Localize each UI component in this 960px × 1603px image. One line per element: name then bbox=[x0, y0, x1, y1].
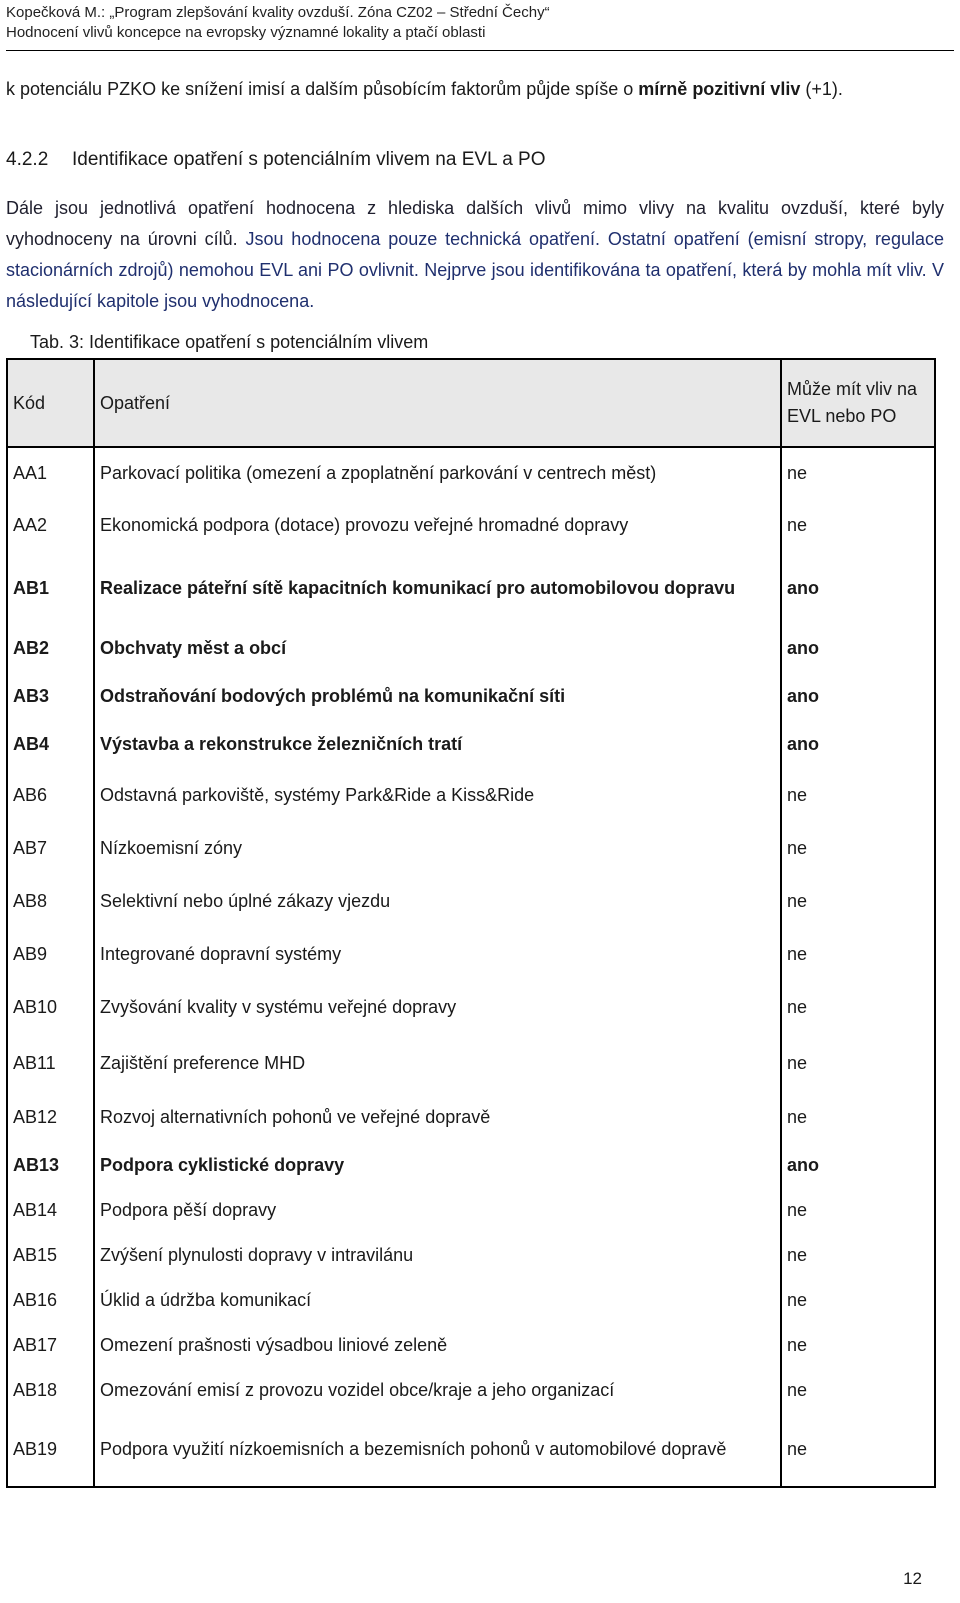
cell-impact: ano bbox=[787, 734, 820, 754]
cell-measure: Podpora cyklistické dopravy bbox=[94, 1143, 781, 1188]
cell-code: AB19 bbox=[13, 1439, 58, 1459]
cell-measure: Omezení prašnosti výsadbou liniové zeleně bbox=[94, 1323, 781, 1368]
cell-impact: ne bbox=[787, 838, 808, 858]
cell-code: AB12 bbox=[13, 1107, 58, 1127]
section-heading bbox=[6, 147, 546, 173]
cell-code: AA2 bbox=[13, 515, 48, 535]
table-row bbox=[7, 499, 935, 552]
cell-impact: ne bbox=[787, 1200, 808, 1220]
cell-impact: ano bbox=[787, 637, 820, 658]
cell-code: AB3 bbox=[13, 685, 50, 706]
table-row bbox=[7, 822, 935, 875]
cell-code: AB4 bbox=[13, 734, 50, 754]
cell-impact: ne bbox=[787, 1052, 808, 1073]
table-header-row bbox=[7, 359, 935, 447]
cell-code: AB7 bbox=[13, 838, 48, 858]
cell-impact: ne bbox=[787, 891, 808, 911]
cell-measure: Úklid a údržba komunikací bbox=[94, 1278, 781, 1323]
cell-code: AB2 bbox=[13, 637, 50, 658]
cell-impact: ne bbox=[787, 1107, 808, 1127]
cell-impact: ne bbox=[787, 1245, 808, 1265]
cell-measure: Zajištění preference MHD bbox=[94, 1034, 781, 1092]
section-number: 4.2.2 bbox=[6, 149, 49, 170]
header-divider bbox=[6, 50, 954, 51]
cell-code: AB9 bbox=[13, 944, 48, 964]
cell-measure: Parkovací politika (omezení a zpoplatnění parkování v centrech měst) bbox=[94, 447, 781, 499]
table-row bbox=[7, 875, 935, 928]
table-body bbox=[7, 447, 935, 1487]
cell-impact: ne bbox=[787, 463, 808, 483]
cell-impact: ano bbox=[787, 577, 820, 598]
page-header bbox=[0, 0, 960, 52]
cell-code: AB18 bbox=[13, 1380, 58, 1400]
cell-impact: ne bbox=[787, 515, 808, 535]
table-row bbox=[7, 447, 935, 499]
cell-code: AB10 bbox=[13, 997, 58, 1017]
table-row bbox=[7, 928, 935, 981]
cell-measure: Podpora pěší dopravy bbox=[94, 1188, 781, 1233]
cell-measure: Výstavba a rekonstrukce železničních tratí bbox=[94, 720, 781, 769]
paragraph-part-1: Dále jsou jednotlivá opatření hodnocena z hlediska dalších vlivů mimo vlivy na kvalitu ovzduší, které byly vyhodnoceny na úrovni cílů. bbox=[6, 198, 944, 249]
body-paragraph bbox=[6, 193, 944, 317]
table-row bbox=[7, 1188, 935, 1233]
cell-code: AB14 bbox=[13, 1200, 58, 1220]
section-title-text: Identifikace opatření s potenciálním vlivem na EVL a PO bbox=[72, 149, 546, 170]
cell-measure: Zvyšování kvality v systému veřejné dopravy bbox=[94, 981, 781, 1034]
header-measure: Opatření bbox=[94, 359, 781, 447]
paragraph-part-3: Nejprve jsou identifikována ta opatření, která by mohla mít vliv. V následující kapitole jsou vyhodnocena. bbox=[6, 260, 944, 311]
cell-impact: ne bbox=[787, 1380, 808, 1400]
cell-code: AB8 bbox=[13, 891, 48, 911]
table-row bbox=[7, 672, 935, 720]
cell-impact: ne bbox=[787, 785, 808, 805]
table-row bbox=[7, 1143, 935, 1188]
table-row bbox=[7, 1233, 935, 1278]
page-number: 12 bbox=[903, 1569, 922, 1588]
cell-measure: Odstraňování bodových problémů na komunikační síti bbox=[94, 672, 781, 720]
table-caption: Tab. 3: Identifikace opatření s potenciálním vlivem bbox=[30, 332, 429, 352]
cell-code: AB6 bbox=[13, 785, 48, 805]
paragraph-part-2: Jsou hodnocena pouze technická opatření. Ostatní opatření (emisní stropy, regulace stacionárních zdrojů) nemohou EVL ani PO ovlivnit. bbox=[6, 229, 944, 280]
measures-table bbox=[6, 358, 936, 1488]
cell-code: AB16 bbox=[13, 1290, 58, 1310]
cell-code: AB13 bbox=[13, 1155, 60, 1175]
cell-code: AA1 bbox=[13, 463, 48, 483]
header-subtitle: Hodnocení vlivů koncepce na evropsky významné lokality a ptačí oblasti bbox=[6, 24, 486, 41]
cell-code: AB15 bbox=[13, 1245, 58, 1265]
cell-measure: Podpora využití nízkoemisních a bezemisních pohonů v automobilové dopravě bbox=[94, 1413, 781, 1487]
intro-paragraph bbox=[6, 74, 944, 104]
cell-measure: Integrované dopravní systémy bbox=[94, 928, 781, 981]
table-row bbox=[7, 1034, 935, 1092]
cell-measure: Ekonomická podpora (dotace) provozu veřejné hromadné dopravy bbox=[94, 499, 781, 552]
table-row bbox=[7, 1368, 935, 1413]
cell-measure: Obchvaty měst a obcí bbox=[94, 624, 781, 672]
cell-impact: ne bbox=[787, 944, 808, 964]
cell-measure: Realizace páteřní sítě kapacitních komunikací pro automobilovou dopravu bbox=[94, 552, 781, 624]
cell-code: AB11 bbox=[13, 1052, 56, 1073]
intro-bold-text: mírně pozitivní vliv bbox=[638, 79, 801, 99]
table-row bbox=[7, 720, 935, 769]
table-row bbox=[7, 624, 935, 672]
cell-measure: Selektivní nebo úplné zákazy vjezdu bbox=[94, 875, 781, 928]
cell-code: AB1 bbox=[13, 577, 50, 598]
table-row bbox=[7, 1323, 935, 1368]
cell-impact: ano bbox=[787, 685, 820, 706]
cell-measure: Omezování emisí z provozu vozidel obce/kraje a jeho organizací bbox=[94, 1368, 781, 1413]
cell-impact: ne bbox=[787, 1439, 808, 1459]
cell-impact: ne bbox=[787, 1335, 808, 1355]
cell-impact: ne bbox=[787, 1290, 808, 1310]
cell-code: AB17 bbox=[13, 1335, 58, 1355]
table-row bbox=[7, 981, 935, 1034]
table-row bbox=[7, 552, 935, 624]
table-row bbox=[7, 1092, 935, 1143]
cell-impact: ne bbox=[787, 997, 808, 1017]
cell-measure: Zvýšení plynulosti dopravy v intravilánu bbox=[94, 1233, 781, 1278]
cell-measure: Rozvoj alternativních pohonů ve veřejné dopravě bbox=[94, 1092, 781, 1143]
intro-text-before: k potenciálu PZKO ke snížení imisí a dalším působícím faktorům půjde spíše o bbox=[6, 79, 639, 99]
cell-measure: Nízkoemisní zóny bbox=[94, 822, 781, 875]
header-code: Kód bbox=[7, 359, 94, 447]
table-row bbox=[7, 1413, 935, 1487]
cell-impact: ano bbox=[787, 1155, 820, 1175]
header-impact: Může mít vliv na EVL nebo PO bbox=[781, 359, 935, 447]
table-row bbox=[7, 769, 935, 822]
intro-text-after: (+1). bbox=[800, 79, 843, 99]
header-author-title: Kopečková M.: „Program zlepšování kvality ovzduší. Zóna CZ02 – Střední Čechy“ bbox=[6, 4, 550, 21]
cell-measure: Odstavná parkoviště, systémy Park&Ride a Kiss&Ride bbox=[94, 769, 781, 822]
table-row bbox=[7, 1278, 935, 1323]
